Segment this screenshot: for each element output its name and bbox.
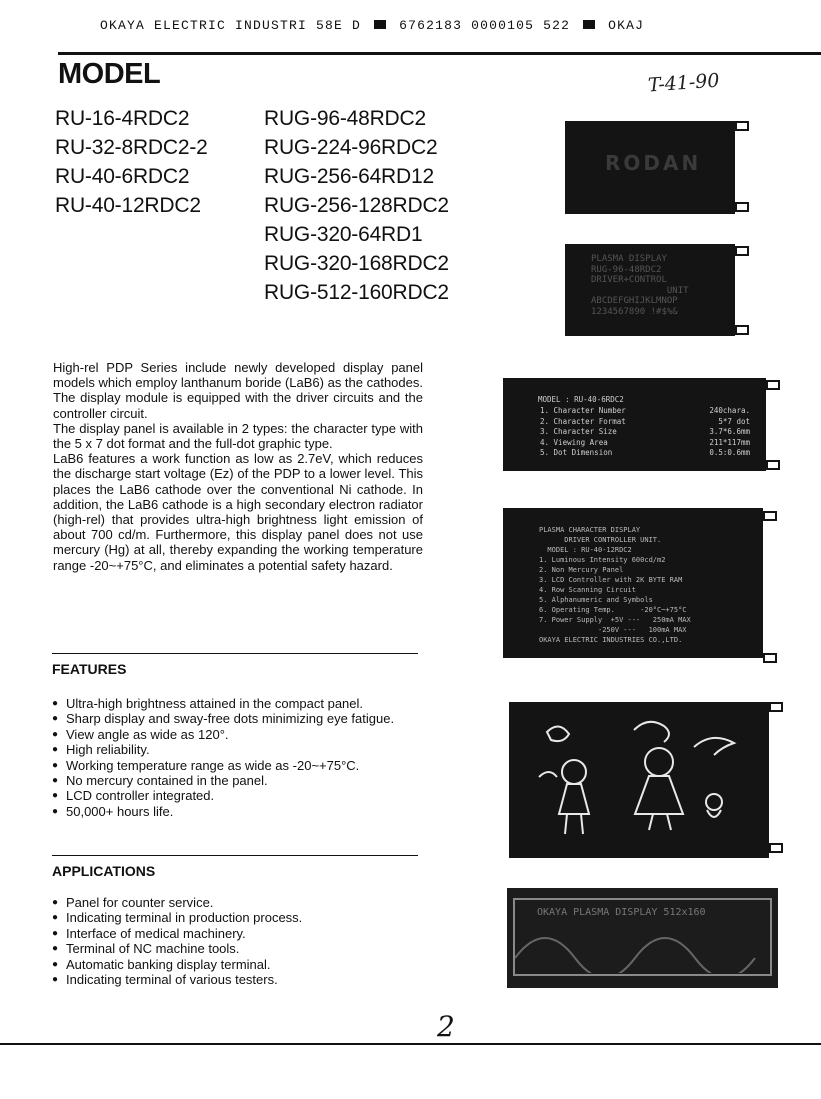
model-name: RUG-96-48RDC2 (264, 107, 426, 130)
child-legs-right (649, 814, 671, 830)
connector-tab (763, 653, 777, 663)
panel-6-text: OKAYA PLASMA DISPLAY 512x160 (537, 907, 706, 918)
panel-4-line: PLASMA CHARACTER DISPLAY (539, 526, 641, 534)
model-name: RU-16-4RDC2 (55, 107, 190, 130)
model-name: RUG-256-64RD12 (264, 165, 434, 188)
panel-2-line: RUG-96-48RDC2 (591, 264, 662, 275)
feature-item: ● View angle as wide as 120°. (52, 727, 422, 742)
model-name: RU-40-6RDC2 (55, 165, 190, 188)
panel-4-line: DRIVER CONTROLLER UNIT. (539, 536, 662, 544)
model-name: RUG-256-128RDC2 (264, 194, 449, 217)
feature-item: ● High reliability. (52, 742, 422, 757)
model-list-column-1 (55, 104, 208, 220)
panel-2-line: ABCDEFGHIJKLMNOP (591, 296, 678, 306)
panel-3-title: MODEL : RU-40-6RDC2 (538, 395, 624, 404)
child-legs-left (565, 814, 583, 834)
model-name: RUG-224-96RDC2 (264, 136, 438, 159)
spec-value: 211*117mm (709, 437, 750, 447)
bird-figure-left (547, 726, 569, 741)
panel-photo-1 (565, 121, 735, 214)
bird-figure-right (694, 738, 734, 755)
black-square-mark (583, 20, 595, 29)
panel-2-line: DRIVER+CONTROL (591, 275, 667, 285)
applications-heading: APPLICATIONS (52, 863, 156, 879)
connector-tab (766, 380, 780, 390)
cartoon-illustration (509, 702, 769, 858)
connector-tab (769, 702, 783, 712)
header-left-text: OKAYA ELECTRIC INDUSTRI 58E D (100, 18, 362, 33)
model-name: RUG-320-168RDC2 (264, 252, 449, 275)
panel-photo-5-graphic (509, 702, 769, 858)
panel-photo-2 (565, 244, 735, 336)
spec-label: 2. Character Format (540, 416, 626, 426)
panel-2-line: 1234567890 !#$%& (591, 306, 678, 317)
page-title: MODEL (58, 58, 161, 90)
feature-item: ● LCD controller integrated. (52, 788, 422, 803)
application-item: ● Indicating terminal in production process. (52, 910, 422, 925)
application-item: ● Panel for counter service. (52, 895, 422, 910)
panel-4-line: 7. Power Supply +5V --- 250mA MAX (539, 616, 691, 624)
application-item: ● Terminal of NC machine tools. (52, 941, 422, 956)
model-name: RU-40-12RDC2 (55, 194, 201, 217)
features-list (52, 696, 422, 819)
application-item: ● Interface of medical machinery. (52, 926, 422, 941)
feature-item: ● No mercury contained in the panel. (52, 773, 422, 788)
child-dress-right (635, 776, 683, 814)
connector-tab (769, 843, 783, 853)
bottom-rule (0, 1043, 821, 1045)
spec-value: 240chara. (709, 406, 750, 415)
child-head-right (645, 748, 673, 776)
panel-3-spec-row (540, 448, 750, 459)
panel-4-line: 1. Luminous Intensity 600cd/m2 (539, 556, 666, 564)
feature-item: ● Sharp display and sway-free dots minimizing eye fatigue. (52, 711, 422, 726)
panel-4-line: OKAYA ELECTRIC INDUSTRIES CO.,LTD. (539, 636, 683, 644)
panel-2-line: UNIT (591, 285, 689, 296)
child-body-left (559, 784, 589, 814)
panel-4-line: -250V --- 100mA MAX (539, 626, 687, 634)
small-creature (706, 794, 722, 810)
panel-2-line: PLASMA DISPLAY (591, 254, 667, 264)
intro-paragraph: The display panel is available in 2 types: the character type with the 5 x 7 dot format and the full-dot graphic type. (53, 420, 423, 452)
feature-item: ● 50,000+ hours life. (52, 804, 422, 819)
panel-4-line: 6. Operating Temp. -20°C~+75°C (539, 606, 687, 614)
black-square-mark (374, 20, 386, 29)
connector-tab (735, 202, 749, 212)
features-heading: FEATURES (52, 661, 127, 677)
model-name: RUG-320-64RD1 (264, 223, 423, 246)
bird-figure-center (634, 722, 669, 742)
panel-4-line: MODEL : RU-40-12RDC2 (539, 546, 632, 554)
small-creature-body (707, 810, 721, 817)
hand-wave-left (539, 772, 557, 777)
panel-3-spec-row (540, 427, 750, 438)
spec-label: 4. Viewing Area (540, 437, 608, 447)
panel-1-text: RODAN (605, 151, 702, 175)
panel-6-waveform (515, 918, 770, 973)
panel-3-spec-row (540, 406, 750, 417)
feature-item: ● Working temperature range as wide as -20~+75°C. (52, 758, 422, 773)
intro-text (53, 360, 423, 573)
panel-3-spec-row (540, 417, 750, 428)
intro-paragraph: LaB6 features a work function as low as 2.7eV, which reduces the discharge start voltage (Ez) of the PDP to a lower level. This places the LaB6 cathode over the conventional Ni cathode. In addition, the LaB6 cathode is a high secondary electron radiator (high-rel) that provides ultra-high brightness light emission of about 700 cd/m. Furthermore, this display panel does not use mercury (Hg) at all, thereby expanding the working temperature range -20~+75°C, and eliminates a potential safety hazard. (53, 451, 423, 573)
spec-label: 1. Character Number (540, 406, 626, 415)
panel-3-spec-table (540, 406, 750, 459)
panel-photo-6 (507, 888, 778, 988)
spec-value: 3.7*6.6mm (709, 427, 750, 436)
handwritten-note: T-41-90 (647, 69, 721, 97)
intro-paragraph: High-rel PDP Series include newly developed display panel models which employ lanthanum boride (LaB6) as the cathodes. The display module is equipped with the driver circuits and the controller circuit. (53, 360, 423, 421)
top-rule (58, 52, 821, 55)
header-right-text: OKAJ (608, 18, 645, 33)
spec-label: 5. Dot Dimension (540, 448, 613, 457)
connector-tab (735, 325, 749, 335)
application-item: ● Indicating terminal of various testers. (52, 972, 422, 987)
spec-value: 0.5:0.6mm (709, 448, 750, 457)
section-rule (52, 653, 418, 654)
section-rule (52, 855, 418, 856)
application-item: ● Automatic banking display terminal. (52, 957, 422, 972)
panel-photo-4 (503, 508, 763, 658)
model-name: RU-32-8RDC2-2 (55, 136, 208, 159)
spec-label: 3. Character Size (540, 427, 617, 436)
panel-4-line: 3. LCD Controller with 2K BYTE RAM (539, 576, 683, 584)
connector-tab (735, 246, 749, 256)
connector-tab (763, 511, 777, 521)
connector-tab (766, 460, 780, 470)
panel-4-line: 4. Row Scanning Circuit (539, 586, 636, 594)
feature-item: ● Ultra-high brightness attained in the compact panel. (52, 696, 422, 711)
connector-tab (735, 121, 749, 131)
child-head-left (562, 760, 586, 784)
applications-list (52, 895, 422, 987)
panel-photo-3 (503, 378, 766, 471)
page-mark: 2 (437, 1010, 455, 1043)
header-code-text: 6762183 0000105 522 (399, 18, 571, 33)
model-name: RUG-512-160RDC2 (264, 281, 449, 304)
model-list-column-2 (264, 104, 449, 307)
document-header (100, 18, 644, 33)
panel-3-spec-row (540, 438, 750, 449)
spec-value: 5*7 dot (718, 416, 750, 426)
panel-4-line: 5. Alphanumeric and Symbols (539, 596, 653, 604)
panel-4-line: 2. Non Mercury Panel (539, 566, 624, 574)
